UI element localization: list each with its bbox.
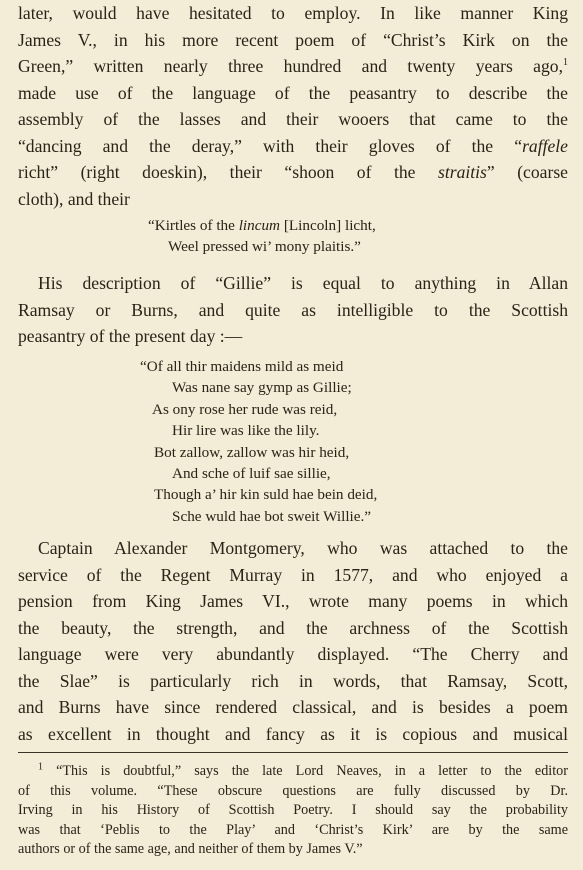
verse-line: Though a’ hir kin suld hae bein deid, (154, 486, 378, 503)
text-line: later, would have hesitated to employ. In like manner King (18, 3, 568, 23)
verse-line (148, 215, 376, 236)
footnote-divider (18, 752, 568, 753)
verse-line: Was nane say gymp as Gillie; (172, 379, 352, 396)
text-line: James V., in his more recent poem of “Christ’s Kirk on the (18, 29, 568, 50)
verse-line: Bot zallow, zallow was hir heid, (154, 444, 350, 461)
text-line: the beauty, the strength, and the archness of the Scottish (18, 617, 568, 638)
text-span: “dancing and the deray,” with their gloves of the “ (18, 135, 523, 156)
text-span: ” (coarse (486, 162, 568, 182)
paragraph-1 (18, 0, 568, 212)
text-line: pension from King James VI., wrote many poems in which (18, 591, 568, 611)
text-line (18, 159, 568, 186)
verse-quote-1 (18, 215, 568, 259)
text-span: “Kirtles of the (148, 217, 239, 234)
verse-line: Weel pressed wi’ mony plaitis.” (168, 238, 361, 255)
verse-quote-2 (18, 356, 568, 526)
footnote-line: of this volume. “These obscure questions are fully discussed by Dr. (18, 782, 568, 799)
text-line: His description of “Gillie” is equal to anything in Allan (38, 273, 568, 293)
text-line: and Burns have since rendered classical, and is besides a poem (18, 697, 568, 717)
text-span: “This is doubtful,” says the late Lord Neaves, in a letter to the editor (56, 763, 568, 779)
text-line: made use of the language of the peasantry to describe the (18, 82, 568, 103)
italic-word: straitis (437, 162, 487, 182)
text-line: Ramsay or Burns, and quite as intelligible to the Scottish (18, 299, 568, 320)
text-line: language were very abundantly displayed. “The Cherry and (18, 644, 568, 664)
footnote-marker: 1 (563, 57, 568, 69)
verse-line: Hir lire was like the lily. (172, 422, 320, 439)
footnote-line: was that ‘Peblis to the Play’ and ‘Christ’s Kirk’ are by the same (18, 821, 568, 838)
text-line: assembly of the lasses and their wooers that came to the (18, 109, 568, 129)
text-line: as excellent in thought and fancy as it is copious and musical (18, 723, 568, 744)
footnote-number: 1 (38, 761, 43, 773)
verse-line: As ony rose her rude was reid, (152, 401, 338, 418)
italic-word: lincum (238, 217, 281, 234)
text-span: Green,” written nearly three hundred and twenty years ago, (18, 56, 563, 76)
text-line (18, 133, 568, 160)
footnote (18, 762, 568, 860)
text-line: cloth), and their (18, 188, 130, 209)
verse-line: And sche of luif sae sillie, (172, 465, 331, 482)
text-line: peasantry of the present day :— (18, 326, 243, 346)
paragraph-2 (18, 270, 568, 350)
text-line: the Slae” is particularly rich in words, that Ramsay, Scott, (18, 670, 568, 691)
text-line: Captain Alexander Montgomery, who was attached to the (38, 538, 568, 558)
text-span: richt” (right doeskin), their “shoon of the (18, 162, 438, 182)
text-span: [Lincoln] licht, (280, 217, 376, 234)
verse-line: “Of all thir maidens mild as meid (140, 358, 344, 375)
text-line (18, 53, 568, 80)
footnote-line: authors or of the same age, and neither of them by James V.” (18, 841, 363, 858)
verse-line: Sche wuld hae bot sweit Willie.” (172, 508, 372, 525)
text-line: service of the Regent Murray in 1577, and who enjoyed a (18, 564, 568, 585)
italic-word: raffele (522, 135, 568, 156)
footnote-line: Irving in his History of Scottish Poetry. I should say the probability (18, 802, 568, 819)
paragraph-3 (18, 535, 568, 747)
footnote-line (18, 762, 568, 782)
